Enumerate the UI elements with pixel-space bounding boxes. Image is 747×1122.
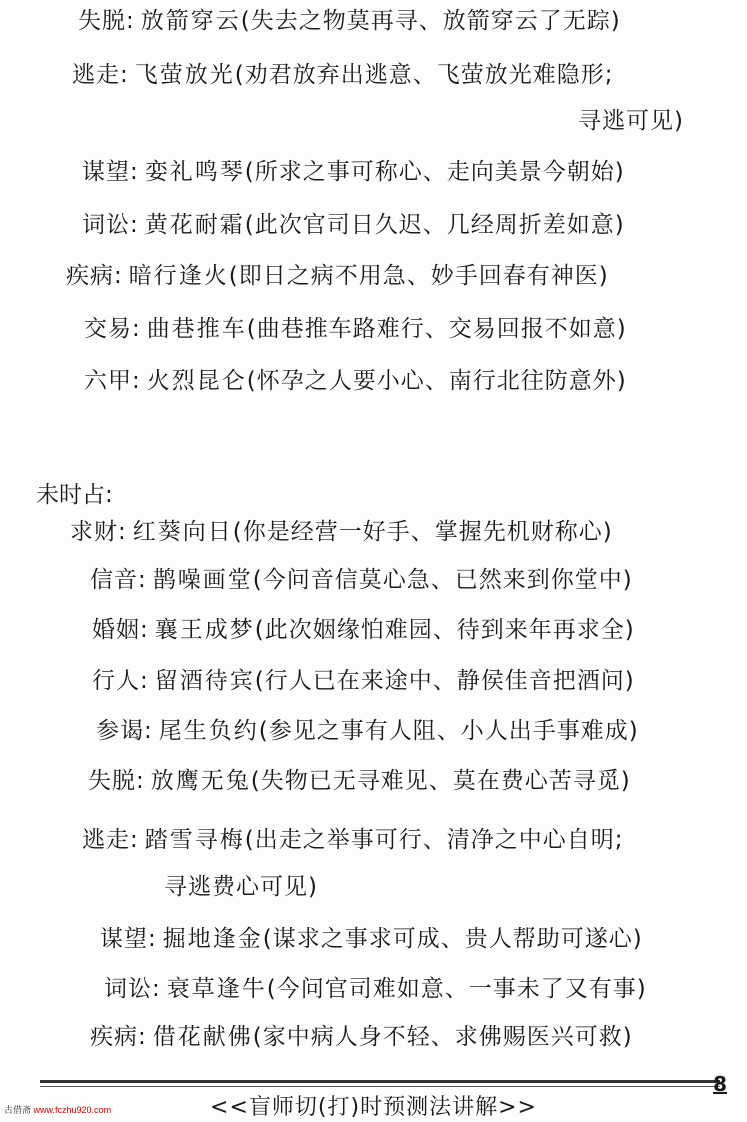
- entry-xingren: [92, 666, 635, 696]
- section-title: 未时占:: [36, 482, 113, 508]
- entry-desc: (你是经营一好手、掌握先机财称心): [232, 519, 613, 545]
- entry-desc: (劝君放弃出逃意、飞萤放光难隐形;: [234, 62, 614, 88]
- watermark-url: www.fczhu920.com: [33, 1105, 112, 1115]
- entry-label: 交易:: [84, 316, 141, 342]
- entry-desc: (怀孕之人要小心、南行北往防意外): [246, 368, 627, 394]
- entry-liujia-1: [84, 366, 627, 396]
- entry-term: 尾生负约: [158, 718, 259, 744]
- entry-desc: (今问官司难如意、一事未了又有事): [266, 976, 647, 1002]
- entry-shitou-1: [78, 6, 621, 36]
- watermark-prefix: 古借斋: [4, 1105, 32, 1115]
- entry-term: 放箭穿云: [140, 8, 241, 34]
- entry-desc: (此次姻缘怕难园、待到来年再求全): [254, 617, 635, 643]
- entry-hunyin: [92, 615, 635, 645]
- watermark: [4, 1103, 111, 1116]
- footer-title: <<盲师切(打)时预测法讲解>>: [210, 1095, 537, 1120]
- entry-xinyin: [90, 565, 633, 595]
- entry-term: 火烈昆仑: [146, 368, 247, 394]
- entry-desc: (家中病人身不轻、求佛赐医兴可救): [252, 1024, 633, 1050]
- entry-desc: (失去之物莫再寻、放箭穿云了无踪): [240, 8, 621, 34]
- entry-term: 娈礼鸣琴: [144, 159, 245, 185]
- entry-label: 参谒:: [96, 718, 153, 744]
- entry-label: 谋望:: [100, 926, 157, 952]
- entry-desc: 寻逃费心可见): [164, 874, 318, 900]
- entry-mouwang-2: [100, 924, 643, 954]
- entry-term: 曲巷推车: [146, 316, 247, 342]
- entry-continuation-1: [578, 106, 684, 136]
- entry-desc: 寻逃可见): [578, 108, 684, 134]
- entry-term: 黄花耐霜: [144, 212, 245, 238]
- entry-label: 失脱:: [88, 768, 145, 794]
- entry-term: 红葵向日: [132, 519, 233, 545]
- entry-label: 失脱:: [78, 8, 135, 34]
- entry-desc: (曲巷推车路难行、交易回报不如意): [246, 316, 627, 342]
- entry-term: 暗行逢火: [128, 263, 229, 289]
- entry-qiucai: [70, 517, 613, 547]
- entry-term: 襄王成梦: [154, 617, 255, 643]
- entry-label: 词讼:: [82, 212, 139, 238]
- entry-cisong-1: [82, 210, 625, 240]
- entry-desc: (此次官司日久迟、几经周折差如意): [244, 212, 625, 238]
- entry-label: 求财:: [70, 519, 127, 545]
- entry-label: 行人:: [92, 668, 149, 694]
- entry-jibing-2: [90, 1022, 633, 1052]
- entry-jibing-1: [66, 261, 609, 291]
- entry-desc: (出走之举事可行、清净之中心自明;: [244, 827, 624, 853]
- entry-mouwang-1: [82, 157, 625, 187]
- entry-desc: (行人已在来途中、静侯佳音把酒问): [254, 668, 635, 694]
- entry-label: 疾病:: [66, 263, 123, 289]
- entry-term: 飞萤放光: [134, 62, 235, 88]
- entry-label: 六甲:: [84, 368, 141, 394]
- entry-cisong-2: [104, 974, 647, 1004]
- entry-term: 鹊噪画堂: [152, 567, 253, 593]
- entry-jiaoyi-1: [84, 314, 627, 344]
- entry-canye: [96, 716, 639, 746]
- entry-label: 逃走:: [82, 827, 139, 853]
- footer-divider: [40, 1080, 720, 1083]
- entry-desc: (参见之事有人阻、小人出手事难成): [258, 718, 639, 744]
- entry-label: 逃走:: [72, 62, 129, 88]
- entry-label: 婚姻:: [92, 617, 149, 643]
- entry-desc: (所求之事可称心、走向美景今朝始): [244, 159, 625, 185]
- entry-term: 借花献佛: [152, 1024, 253, 1050]
- entry-desc: (谋求之事求可成、贵人帮助可遂心): [262, 926, 643, 952]
- entry-label: 词讼:: [104, 976, 161, 1002]
- entry-term: 留酒待宾: [154, 668, 255, 694]
- entry-term: 踏雪寻梅: [144, 827, 245, 853]
- entry-label: 谋望:: [82, 159, 139, 185]
- entry-term: 放鹰无兔: [150, 768, 251, 794]
- entry-shitou-2: [88, 766, 631, 796]
- entry-label: 疾病:: [90, 1024, 147, 1050]
- entry-taozou-1: [72, 60, 613, 90]
- page-number: 8: [713, 1072, 727, 1096]
- entry-taozou-2: [82, 825, 623, 855]
- entry-desc: (失物已无寻难见、莫在费心苦寻觅): [250, 768, 631, 794]
- entry-desc: (今问音信莫心急、已然来到你堂中): [252, 567, 633, 593]
- entry-continuation-2: [164, 872, 318, 902]
- entry-term: 衰草逢牛: [166, 976, 267, 1002]
- footer-divider-thin: [40, 1086, 720, 1087]
- entry-term: 掘地逢金: [162, 926, 263, 952]
- entry-label: 信音:: [90, 567, 147, 593]
- entry-desc: (即日之病不用急、妙手回春有神医): [228, 263, 609, 289]
